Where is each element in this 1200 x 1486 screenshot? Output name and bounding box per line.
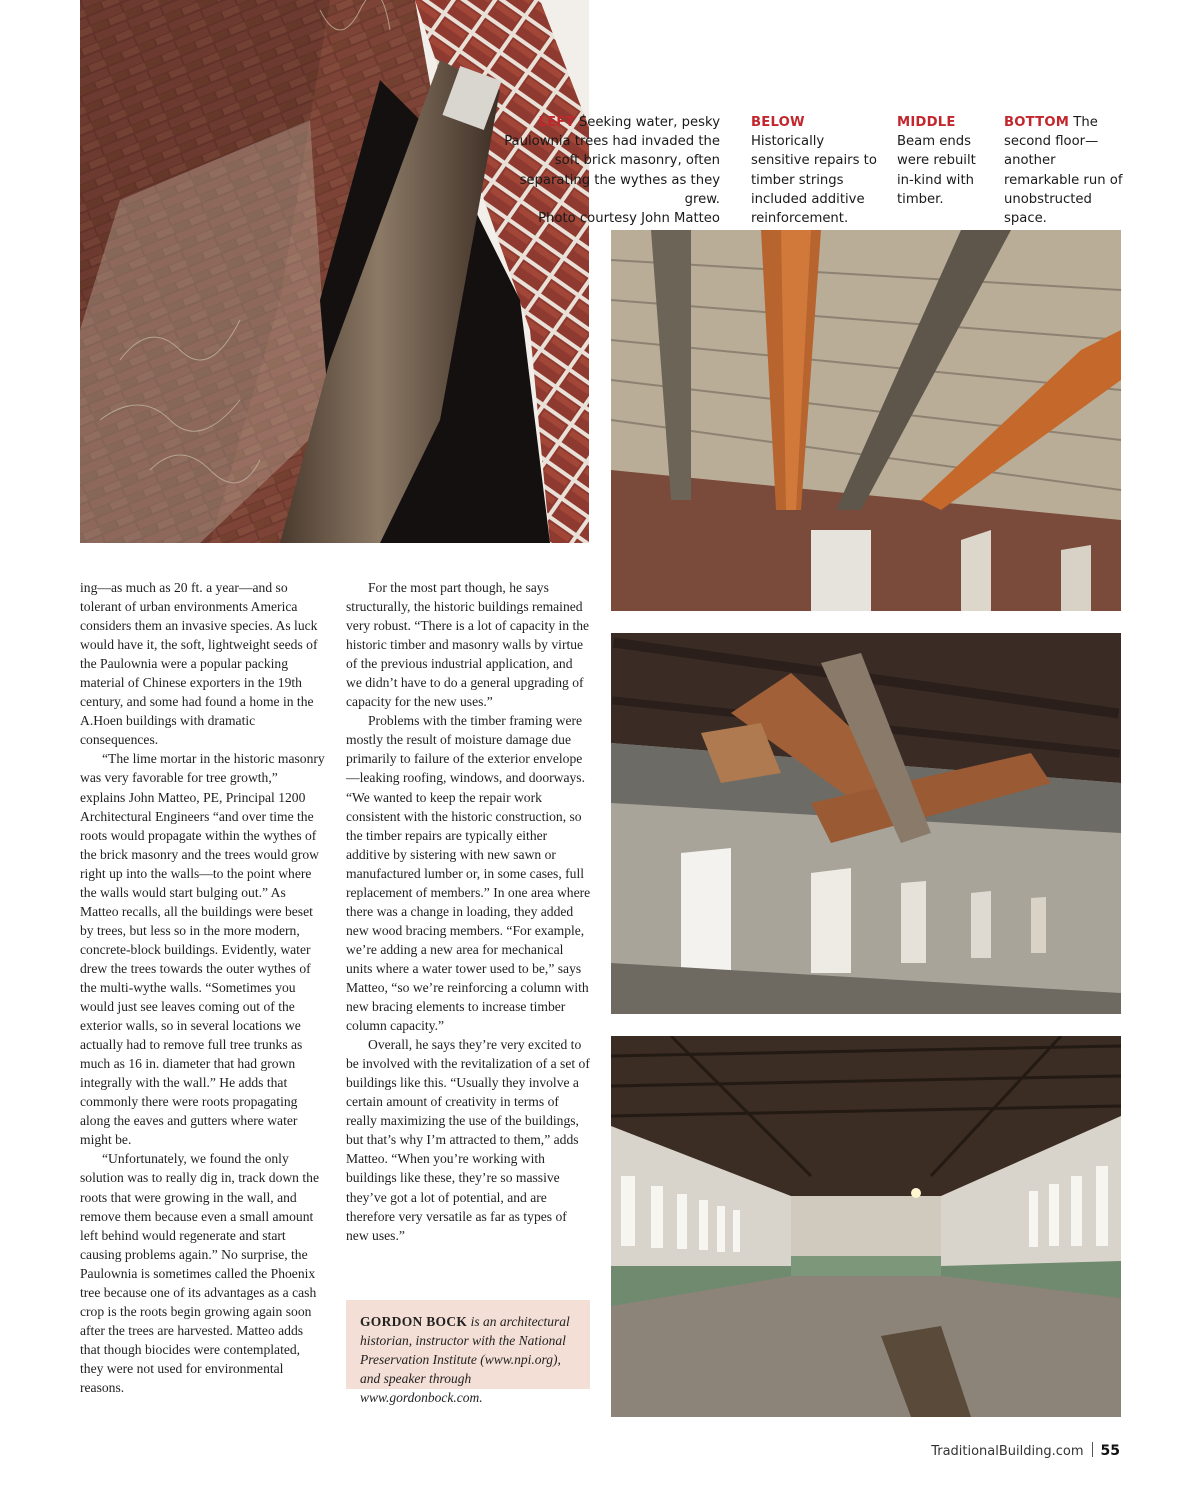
caption-bottom-lead: BOTTOM xyxy=(1004,115,1070,130)
caption-below xyxy=(751,113,881,228)
article-column-2 xyxy=(346,578,591,1245)
caption-left-lead: LEFT xyxy=(538,115,575,130)
author-bio-text: is an architectural historian, instructor with the National Preservation Institute (www.npi.org), and speaker through www.gordonbock.com. xyxy=(360,1314,570,1405)
caption-below-text: Historically sensitive repairs to timber strings included additive reinforcement. xyxy=(751,134,877,227)
site-name: TraditionalBuilding.com xyxy=(931,1444,1084,1459)
paragraph: ing—as much as 20 ft. a year—and so tolerant of urban environments America considers them an invasive species. As luck would have it, the soft, lightweight seeds of the Paulownia were a popular packing material of Chinese exporters in the 19th century, and some had found a home in the A.Hoen buildings with dramatic consequences. xyxy=(80,580,318,748)
caption-bottom xyxy=(1004,113,1128,228)
caption-below-lead: BELOW xyxy=(751,115,805,130)
photo-second-floor xyxy=(611,1036,1121,1417)
page-number: 55 xyxy=(1100,1443,1120,1459)
caption-middle xyxy=(897,113,987,209)
caption-middle-lead: MIDDLE xyxy=(897,115,956,130)
paragraph: For the most part though, he says structurally, the historic buildings remained very robust. “There is a lot of capacity in the historic timber and masonry walls by virtue of the previous industrial application, and we didn’t have to do a general upgrading of capacity for the new uses.” xyxy=(346,580,590,710)
page-footer xyxy=(931,1442,1120,1459)
photo-credit: Photo courtesy John Matteo xyxy=(538,211,720,227)
photo-beam-ends xyxy=(611,633,1121,1014)
paragraph: “Unfortunately, we found the only solution was to really dig in, track down the roots that were growing in the wall, and remove them because even a small amount left behind would regenerate and start causing problems again.” No surprise, the Paulownia is sometimes called the Phoenix tree because one of its advantages as a cash crop is the roots begin growing again soon after the trees are harvested. Matteo adds that though biocides were contemplated, they were not used for environmental reasons. xyxy=(80,1151,319,1395)
caption-middle-text: Beam ends were rebuilt in-kind with timber. xyxy=(897,134,976,207)
paragraph: “The lime mortar in the historic masonry was very favorable for tree growth,” explains John Matteo, PE, Principal 1200 Architectural Engineers “and over time the roots would propagate within the wythes of the brick masonry and the trees would grow right up into the walls—to the point where the walls would start bulging out.” As Matteo recalls, all the buildings were beset by trees, but less so in the more modern, concrete-block buildings. Evidently, water drew the trees towards the outer wythes of the multi-wythe walls. “Sometimes you would just see leaves coming out of the exterior walls, so in several locations we actually had to remove full tree trunks as much as 16 in. diameter that had grown integrally with the wall.” He adds that commonly there were roots propagating along the eaves and gutters where water might be. xyxy=(80,751,325,1148)
caption-left-text: Seeking water, pesky Paulownia trees had invaded the soft brick masonry, often separating the wythes as they grew. xyxy=(504,115,720,207)
caption-bottom-text: The second floor—another remarkable run of unobstructed space. xyxy=(1004,115,1123,227)
photo-tree-in-brick-wall xyxy=(80,0,589,543)
photo-timber-repairs xyxy=(611,230,1121,611)
paragraph: Overall, he says they’re very excited to be involved with the revitalization of a set of buildings like this. “Usually they involve a certain amount of creativity in terms of really maximizing the use of the buildings, but that’s why I’m attracted to them,” adds Matteo. “When you’re working with buildings like these, they’re so massive they’ve got a lot of potential, and are therefore very versatile as far as types of new uses.” xyxy=(346,1037,590,1243)
paragraph: Problems with the timber framing were mostly the result of moisture damage due primarily to failure of the exterior envelope—leaking roofing, windows, and doorways. “We wanted to keep the repair work consistent with the historic construction, so the timber repairs are typically either additive by sistering with new sawn or manufactured lumber or, in some cases, full replacement of members.” In one area where there was a change in loading, they added new wood bracing members. “For example, we’re adding a new area for mechanical units where a water tower used to be,” says Matteo, “so we’re reinforcing a column with new bracing elements to increase timber column capacity.” xyxy=(346,713,591,1034)
article-column-1 xyxy=(80,578,325,1397)
footer-divider xyxy=(1092,1442,1093,1457)
author-name: GORDON BOCK xyxy=(360,1314,468,1329)
author-bio-box xyxy=(346,1300,590,1405)
caption-left xyxy=(500,113,720,228)
